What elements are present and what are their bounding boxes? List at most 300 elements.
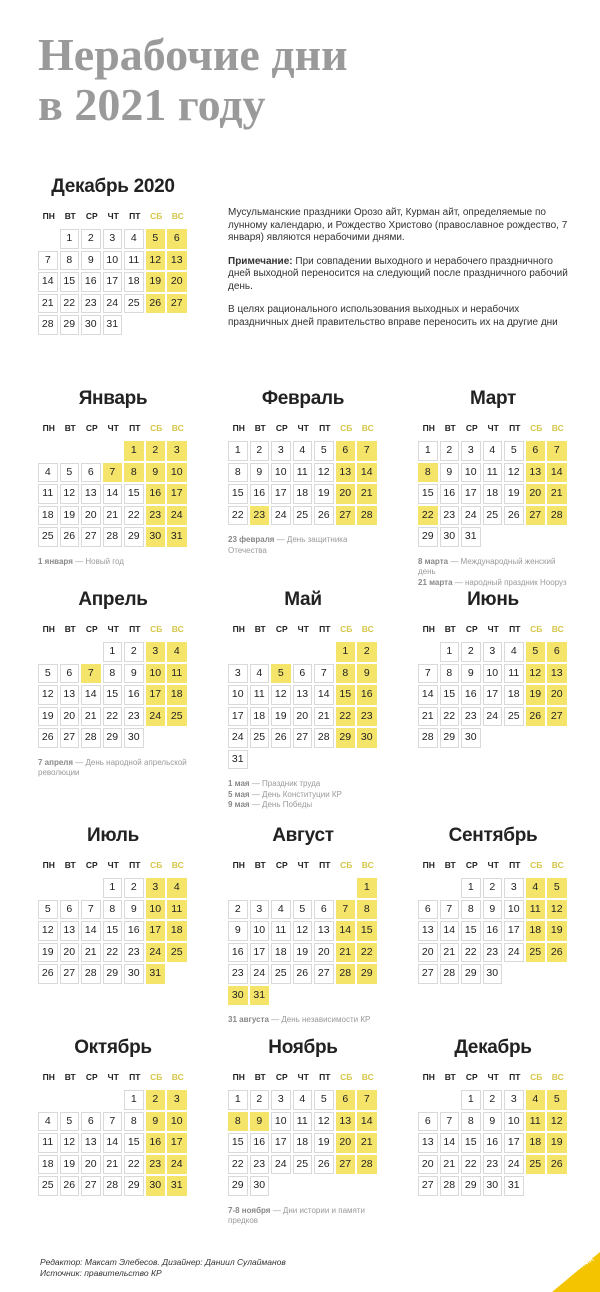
- weekday-label: ПН: [422, 860, 435, 870]
- day-cell: 25: [250, 728, 270, 748]
- holiday-name: — Праздник труда: [249, 779, 321, 788]
- weekday-header: [418, 1069, 568, 1085]
- day-cell: 1: [124, 1090, 144, 1110]
- empty-cell: [418, 1090, 438, 1110]
- day-cell: 15: [103, 685, 123, 705]
- day-cell: 8: [124, 1112, 144, 1132]
- day-cell-holiday: 3: [146, 878, 166, 898]
- day-cell: 27: [60, 728, 80, 748]
- holiday-date: 7-8 ноября: [228, 1205, 271, 1215]
- day-cell: 3: [483, 642, 503, 662]
- day-cell-holiday: 18: [526, 921, 546, 941]
- day-cell: 14: [81, 921, 101, 941]
- day-cell-holiday: 19: [146, 272, 166, 292]
- day-cell: 22: [60, 294, 80, 314]
- day-cell: 6: [314, 900, 334, 920]
- month-name: Декабрь 2020: [51, 176, 175, 197]
- weekday-label: ВТ: [444, 624, 456, 634]
- day-cell-holiday: 27: [336, 1155, 356, 1175]
- weekday-label: ПН: [42, 423, 55, 433]
- day-cell: 17: [504, 921, 524, 941]
- day-cell: 28: [38, 315, 58, 335]
- weekday-label: ПН: [42, 624, 55, 634]
- day-cell: 25: [483, 506, 503, 526]
- day-cell: 28: [103, 1176, 123, 1196]
- holiday-notes: [228, 1206, 378, 1227]
- day-cell: 29: [124, 527, 144, 547]
- day-cell: 15: [228, 484, 248, 504]
- day-cell: 24: [271, 506, 291, 526]
- day-cell: 1: [440, 642, 460, 662]
- day-cell-holiday: 23: [146, 506, 166, 526]
- day-cell-holiday: 11: [526, 1112, 546, 1132]
- day-cell: 13: [418, 921, 438, 941]
- day-cell: 2: [228, 900, 248, 920]
- day-cell-holiday: 9: [250, 1112, 270, 1132]
- day-cell-holiday: 5: [526, 642, 546, 662]
- weekday-label: ВС: [551, 1072, 564, 1082]
- month-name: Февраль: [261, 388, 345, 409]
- day-cell-holiday: 2: [146, 1090, 166, 1110]
- weekday-label: ПН: [232, 423, 245, 433]
- day-cell-holiday: 8: [228, 1112, 248, 1132]
- day-cell: 2: [124, 878, 144, 898]
- weekday-label: ПН: [422, 423, 435, 433]
- day-cell: 9: [483, 1112, 503, 1132]
- month-calendar: [418, 824, 568, 986]
- day-cell-holiday: 26: [146, 294, 166, 314]
- days-grid: [38, 642, 188, 750]
- day-cell: 25: [293, 1155, 313, 1175]
- day-cell: 27: [314, 964, 334, 984]
- day-cell: 1: [461, 1090, 481, 1110]
- day-cell-holiday: 23: [357, 707, 377, 727]
- empty-cell: [336, 878, 356, 898]
- day-cell: 16: [440, 484, 460, 504]
- day-cell-holiday: 15: [336, 685, 356, 705]
- weekday-label: ВС: [171, 1072, 184, 1082]
- month-name: Июль: [87, 825, 139, 846]
- empty-cell: [440, 878, 460, 898]
- empty-cell: [38, 878, 58, 898]
- day-cell: 2: [440, 441, 460, 461]
- day-cell: 14: [314, 685, 334, 705]
- day-cell: 13: [418, 1133, 438, 1153]
- day-cell: 26: [504, 506, 524, 526]
- day-cell: 19: [38, 943, 58, 963]
- weekday-label: ВС: [551, 860, 564, 870]
- days-grid: [38, 878, 188, 986]
- day-cell: 26: [60, 527, 80, 547]
- days-grid: [38, 441, 188, 549]
- weekday-label: ПН: [232, 624, 245, 634]
- day-cell-holiday: 2: [357, 642, 377, 662]
- day-cell: 17: [483, 685, 503, 705]
- day-cell-holiday: 13: [336, 463, 356, 483]
- page-title: [38, 30, 538, 130]
- day-cell-holiday: 22: [357, 943, 377, 963]
- weekday-label: СБ: [530, 860, 543, 870]
- day-cell: 21: [38, 294, 58, 314]
- day-cell: 19: [314, 484, 334, 504]
- day-cell: 1: [418, 441, 438, 461]
- empty-cell: [81, 642, 101, 662]
- day-cell-holiday: 24: [146, 943, 166, 963]
- day-cell: 1: [228, 441, 248, 461]
- weekday-label: СР: [85, 423, 98, 433]
- day-cell: 7: [440, 1112, 460, 1132]
- empty-cell: [103, 1090, 123, 1110]
- weekday-label: ВС: [361, 1072, 374, 1082]
- weekday-label: ПН: [232, 1072, 245, 1082]
- day-cell: 18: [504, 685, 524, 705]
- day-cell: 25: [124, 294, 144, 314]
- day-cell: 25: [271, 964, 291, 984]
- day-cell: 20: [293, 707, 313, 727]
- day-cell: 9: [124, 664, 144, 684]
- day-cell: 22: [228, 1155, 248, 1175]
- day-cell: 28: [440, 1176, 460, 1196]
- day-cell: 27: [81, 1176, 101, 1196]
- day-cell: 4: [504, 642, 524, 662]
- weekday-label: СР: [85, 211, 98, 221]
- day-cell-holiday: 19: [547, 1133, 567, 1153]
- day-cell-holiday: 26: [547, 943, 567, 963]
- day-cell: 7: [440, 900, 460, 920]
- weekday-header: [228, 420, 378, 436]
- day-cell: 1: [103, 878, 123, 898]
- day-cell: 5: [314, 441, 334, 461]
- weekday-label: ПН: [42, 211, 55, 221]
- weekday-label: ВТ: [254, 423, 266, 433]
- day-cell-holiday: 31: [250, 986, 270, 1006]
- holiday-notes: [228, 535, 378, 556]
- day-cell: 19: [293, 943, 313, 963]
- day-cell-holiday: 21: [357, 1133, 377, 1153]
- month-calendar: [38, 175, 188, 337]
- day-cell: 29: [461, 964, 481, 984]
- day-cell: 26: [314, 1155, 334, 1175]
- day-cell-holiday: 27: [336, 506, 356, 526]
- info-paragraph-2: [228, 256, 573, 294]
- weekday-label: СБ: [150, 211, 163, 221]
- day-cell: 31: [504, 1176, 524, 1196]
- weekday-header: [38, 621, 188, 637]
- day-cell-holiday: 30: [146, 1176, 166, 1196]
- day-cell-holiday: 6: [167, 229, 187, 249]
- day-cell: 6: [60, 664, 80, 684]
- day-cell-holiday: 5: [547, 1090, 567, 1110]
- day-cell-holiday: 11: [167, 664, 187, 684]
- day-cell: 4: [38, 1112, 58, 1132]
- holiday-notes: [418, 557, 568, 589]
- day-cell-holiday: 23: [146, 1155, 166, 1175]
- day-cell: 8: [461, 900, 481, 920]
- day-cell: 10: [461, 463, 481, 483]
- weekday-label: ЧТ: [487, 423, 499, 433]
- day-cell: 12: [271, 685, 291, 705]
- day-cell: 2: [483, 1090, 503, 1110]
- day-cell-holiday: 16: [146, 484, 166, 504]
- day-cell: 20: [418, 943, 438, 963]
- month-calendar: [418, 1036, 568, 1198]
- day-cell-holiday: 14: [357, 1112, 377, 1132]
- empty-cell: [271, 878, 291, 898]
- day-cell: 27: [81, 527, 101, 547]
- day-cell-holiday: 7: [336, 900, 356, 920]
- weekday-label: СБ: [340, 1072, 353, 1082]
- day-cell: 22: [103, 707, 123, 727]
- day-cell: 7: [418, 664, 438, 684]
- day-cell-holiday: 27: [167, 294, 187, 314]
- day-cell: 13: [60, 921, 80, 941]
- day-cell: 24: [461, 506, 481, 526]
- holiday-notes: [228, 1015, 378, 1026]
- days-grid: [418, 878, 568, 986]
- day-cell-holiday: 5: [547, 878, 567, 898]
- weekday-label: СБ: [150, 423, 163, 433]
- sputnik-logo-text: SPUTNIK: [566, 1255, 596, 1278]
- day-cell-holiday: 18: [526, 1133, 546, 1153]
- day-cell: 3: [228, 664, 248, 684]
- day-cell: 11: [483, 463, 503, 483]
- day-cell: 14: [440, 1133, 460, 1153]
- month-calendar: [228, 588, 378, 811]
- day-cell-holiday: 24: [167, 1155, 187, 1175]
- day-cell-holiday: 3: [146, 642, 166, 662]
- empty-cell: [38, 229, 58, 249]
- day-cell: 21: [314, 707, 334, 727]
- weekday-header: [228, 621, 378, 637]
- day-cell: 3: [250, 900, 270, 920]
- day-cell-holiday: 28: [357, 506, 377, 526]
- day-cell: 14: [418, 685, 438, 705]
- day-cell: 9: [124, 900, 144, 920]
- day-cell-holiday: 10: [167, 463, 187, 483]
- day-cell-holiday: 25: [167, 943, 187, 963]
- day-cell: 10: [483, 664, 503, 684]
- day-cell: 4: [483, 441, 503, 461]
- weekday-label: ЧТ: [107, 860, 119, 870]
- day-cell: 27: [293, 728, 313, 748]
- month-calendar: [228, 387, 378, 556]
- month-name: Август: [272, 825, 334, 846]
- holiday-note: [418, 557, 568, 578]
- month-calendar: [228, 824, 378, 1026]
- holiday-name: — День независимости КР: [268, 1015, 371, 1024]
- day-cell: 22: [124, 1155, 144, 1175]
- day-cell: 24: [483, 707, 503, 727]
- day-cell: 14: [81, 685, 101, 705]
- day-cell-holiday: 21: [357, 484, 377, 504]
- weekday-label: СБ: [150, 1072, 163, 1082]
- day-cell-holiday: 9: [146, 463, 166, 483]
- empty-cell: [81, 878, 101, 898]
- day-cell: 6: [81, 463, 101, 483]
- day-cell: 23: [483, 943, 503, 963]
- day-cell: 20: [81, 506, 101, 526]
- weekday-label: ВТ: [444, 423, 456, 433]
- empty-cell: [271, 642, 291, 662]
- day-cell-holiday: 8: [418, 463, 438, 483]
- day-cell: 11: [38, 1133, 58, 1153]
- day-cell-holiday: 14: [336, 921, 356, 941]
- day-cell: 27: [418, 964, 438, 984]
- holiday-note: [38, 557, 188, 568]
- day-cell: 28: [314, 728, 334, 748]
- day-cell: 6: [293, 664, 313, 684]
- weekday-header: [418, 420, 568, 436]
- day-cell: 15: [60, 272, 80, 292]
- day-cell: 2: [461, 642, 481, 662]
- day-cell: 13: [293, 685, 313, 705]
- holiday-date: 7 апреля: [38, 757, 74, 767]
- day-cell-holiday: 30: [357, 728, 377, 748]
- days-grid: [418, 441, 568, 549]
- day-cell: 8: [103, 900, 123, 920]
- day-cell: 16: [124, 685, 144, 705]
- day-cell: 28: [418, 728, 438, 748]
- day-cell: 8: [461, 1112, 481, 1132]
- day-cell-holiday: 12: [547, 900, 567, 920]
- weekday-label: ЧТ: [487, 1072, 499, 1082]
- day-cell: 16: [124, 921, 144, 941]
- day-cell-holiday: 6: [547, 642, 567, 662]
- day-cell: 14: [38, 272, 58, 292]
- month-calendar: [418, 588, 568, 750]
- day-cell: 9: [81, 251, 101, 271]
- day-cell-holiday: 19: [526, 685, 546, 705]
- day-cell: 5: [293, 900, 313, 920]
- weekday-label: ВТ: [64, 211, 76, 221]
- day-cell-holiday: 13: [167, 251, 187, 271]
- day-cell: 18: [483, 484, 503, 504]
- holiday-date: 9 мая: [228, 800, 250, 809]
- day-cell: 3: [103, 229, 123, 249]
- day-cell: 1: [60, 229, 80, 249]
- day-cell-holiday: 12: [146, 251, 166, 271]
- month-name: Сентябрь: [448, 825, 538, 846]
- holiday-note: [228, 1015, 378, 1026]
- holiday-date: 5 мая: [228, 789, 250, 799]
- weekday-label: ПТ: [319, 423, 331, 433]
- day-cell: 5: [504, 441, 524, 461]
- day-cell: 7: [103, 1112, 123, 1132]
- weekday-label: ПН: [422, 624, 435, 634]
- day-cell: 25: [38, 527, 58, 547]
- day-cell: 9: [483, 900, 503, 920]
- month-name: Декабрь: [454, 1037, 532, 1058]
- day-cell: 5: [38, 900, 58, 920]
- day-cell-holiday: 4: [167, 642, 187, 662]
- day-cell: 26: [293, 964, 313, 984]
- day-cell-holiday: 28: [547, 506, 567, 526]
- day-cell-holiday: 5: [146, 229, 166, 249]
- empty-cell: [293, 878, 313, 898]
- day-cell-holiday: 16: [357, 685, 377, 705]
- day-cell-holiday: 12: [547, 1112, 567, 1132]
- day-cell: 19: [271, 707, 291, 727]
- weekday-label: СР: [465, 1072, 478, 1082]
- day-cell: 9: [440, 463, 460, 483]
- day-cell-holiday: 29: [336, 728, 356, 748]
- weekday-label: СБ: [340, 860, 353, 870]
- day-cell: 17: [504, 1133, 524, 1153]
- day-cell-holiday: 3: [167, 1090, 187, 1110]
- empty-cell: [314, 878, 334, 898]
- day-cell: 14: [440, 921, 460, 941]
- weekday-label: ЧТ: [487, 624, 499, 634]
- day-cell: 21: [103, 1155, 123, 1175]
- weekday-label: ПТ: [319, 860, 331, 870]
- weekday-label: ЧТ: [487, 860, 499, 870]
- day-cell-holiday: 13: [526, 463, 546, 483]
- holiday-date: 1 января: [38, 556, 73, 566]
- day-cell-holiday: 7: [357, 441, 377, 461]
- day-cell: 24: [271, 1155, 291, 1175]
- days-grid: [228, 1090, 378, 1198]
- day-cell: 5: [38, 664, 58, 684]
- day-cell: 11: [250, 685, 270, 705]
- day-cell-holiday: 1: [336, 642, 356, 662]
- day-cell-holiday: 4: [526, 878, 546, 898]
- day-cell: 22: [440, 707, 460, 727]
- day-cell: 30: [440, 527, 460, 547]
- day-cell-holiday: 24: [167, 506, 187, 526]
- weekday-label: ВС: [171, 211, 184, 221]
- day-cell: 29: [418, 527, 438, 547]
- footer-source: Источник: правительство КР: [40, 1268, 162, 1278]
- day-cell: 16: [228, 943, 248, 963]
- weekday-label: ВТ: [64, 1072, 76, 1082]
- day-cell: 20: [60, 943, 80, 963]
- day-cell: 21: [81, 707, 101, 727]
- day-cell: 26: [38, 728, 58, 748]
- day-cell-holiday: 10: [146, 900, 166, 920]
- day-cell: 15: [461, 921, 481, 941]
- day-cell-holiday: 3: [167, 441, 187, 461]
- empty-cell: [60, 441, 80, 461]
- weekday-label: ПТ: [319, 624, 331, 634]
- weekday-label: ВС: [551, 423, 564, 433]
- weekday-label: ЧТ: [107, 211, 119, 221]
- day-cell: 23: [440, 506, 460, 526]
- weekday-label: ВТ: [444, 1072, 456, 1082]
- empty-cell: [60, 1090, 80, 1110]
- day-cell-holiday: 8: [336, 664, 356, 684]
- day-cell: 15: [103, 921, 123, 941]
- day-cell: 23: [461, 707, 481, 727]
- day-cell: 20: [314, 943, 334, 963]
- day-cell: 27: [60, 964, 80, 984]
- holiday-date: 8 марта: [418, 556, 449, 566]
- info-paragraph-1: Мусульманские праздники Орозо айт, Курман айт, определяемые по лунному календарю, и Рождество Христово (православное рождество, 7 января) являются нерабочими днями.: [228, 207, 568, 243]
- day-cell: 18: [250, 707, 270, 727]
- day-cell-holiday: 14: [547, 463, 567, 483]
- day-cell: 16: [483, 1133, 503, 1153]
- weekday-label: ЧТ: [107, 624, 119, 634]
- day-cell: 14: [103, 1133, 123, 1153]
- day-cell-holiday: 20: [336, 1133, 356, 1153]
- day-cell: 22: [103, 943, 123, 963]
- day-cell: 25: [293, 506, 313, 526]
- weekday-label: ПН: [232, 860, 245, 870]
- day-cell: 14: [103, 484, 123, 504]
- day-cell: 10: [250, 921, 270, 941]
- day-cell: 15: [440, 685, 460, 705]
- weekday-label: ПТ: [509, 624, 521, 634]
- day-cell: 25: [38, 1176, 58, 1196]
